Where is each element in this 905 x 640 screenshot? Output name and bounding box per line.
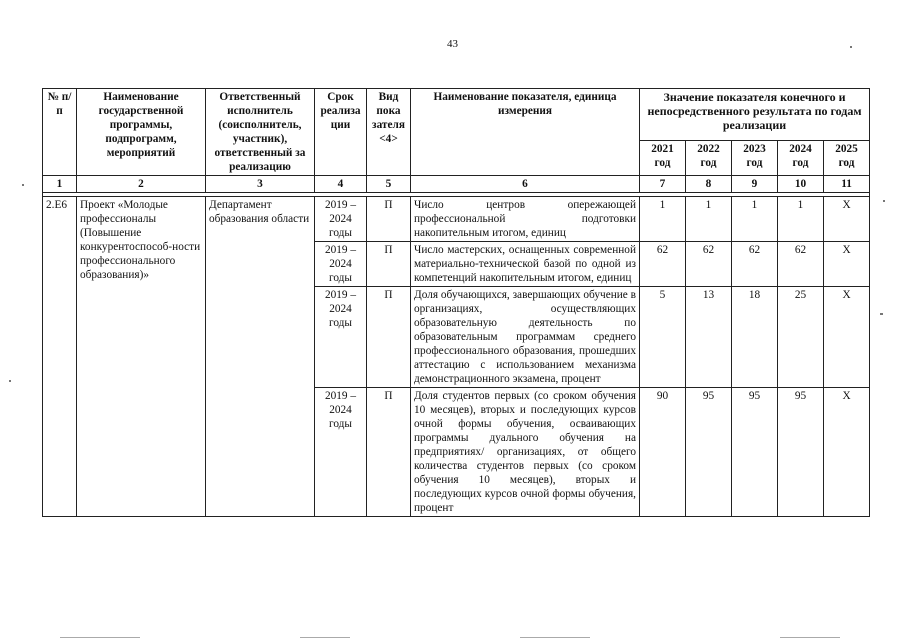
scan-speck [9,380,11,382]
header-year: 2022 год [686,140,732,176]
indicator-name: Число мастерских, оснащенных современной материально-технической базой по одной из компетенций накопительным итогом, единиц [411,242,640,287]
scan-speck [883,200,885,202]
column-number: 6 [411,176,640,193]
header-indicator: Наименование показателя, единица измерения [411,89,640,176]
scan-speck [880,313,883,315]
scan-speck [22,184,24,186]
header-year: 2021 год [640,140,686,176]
indicator-name: Доля обучающихся, завершающих обучение в организациях, осуществляющих образовательную деятельность по образовательным программам среднего профессионального образования, прошедших аттестацию с использованием механизма демонстрационного экзамена, процент [411,287,640,388]
indicator-value: 62 [778,242,824,287]
indicator-value: 62 [640,242,686,287]
indicator-name: Число центров опережающей профессиональной подготовки накопительным итогом, единиц [411,197,640,242]
indicator-value: 13 [686,287,732,388]
indicator-value: Х [824,287,870,388]
table-row [43,197,870,242]
indicator-value: Х [824,197,870,242]
header-year: 2024 год [778,140,824,176]
indicator-value: 5 [640,287,686,388]
scan-speck [850,46,852,48]
column-numbers-row [43,176,870,193]
indicator-value: 25 [778,287,824,388]
column-number: 10 [778,176,824,193]
indicator-value: 1 [778,197,824,242]
indicator-value: 1 [686,197,732,242]
indicator-term: 2019 – 2024 годы [315,388,367,517]
indicator-term: 2019 – 2024 годы [315,287,367,388]
column-number: 9 [732,176,778,193]
scan-edge-mark [300,637,350,638]
column-number: 7 [640,176,686,193]
indicator-name: Доля студентов первых (со сроком обучения 10 месяцев), вторых и последующих курсов очной формы обучения, осваивающих программы дуального обучения на предприятиях/ организациях, от общего количества студентов первых (со сроком обучения 10 месяцев), вторых и последующих курсов очной формы обучения, процент [411,388,640,517]
header-program: Наименование государственной программы, подпрограмм, мероприятий [77,89,206,176]
header-num: № п/п [43,89,77,176]
indicator-value: 95 [686,388,732,517]
indicator-value: Х [824,242,870,287]
header-values: Значение показателя конечного и непосредственного результата по годам реализации [640,89,870,141]
indicator-term: 2019 – 2024 годы [315,197,367,242]
header-type: Вид пока зателя <4> [367,89,411,176]
indicator-value: 62 [686,242,732,287]
row-program: Проект «Молодые профессионалы (Повышение конкурентоспособ-ности профессионального образования)» [77,197,206,517]
column-number: 3 [206,176,315,193]
column-number: 4 [315,176,367,193]
indicator-term: 2019 – 2024 годы [315,242,367,287]
column-number: 8 [686,176,732,193]
indicator-value: 95 [732,388,778,517]
indicator-value: 95 [778,388,824,517]
scan-edge-mark [520,637,590,638]
column-number: 5 [367,176,411,193]
column-number: 2 [77,176,206,193]
column-number: 1 [43,176,77,193]
indicator-type: П [367,388,411,517]
indicators-table [42,88,870,517]
indicator-type: П [367,287,411,388]
row-executor: Департамент образования области [206,197,315,517]
indicator-value: 18 [732,287,778,388]
indicator-type: П [367,242,411,287]
indicator-value: 1 [640,197,686,242]
indicator-value: 1 [732,197,778,242]
indicator-type: П [367,197,411,242]
scan-edge-mark [60,637,140,638]
row-num: 2.Е6 [43,197,77,517]
header-year: 2025 год [824,140,870,176]
indicator-value: Х [824,388,870,517]
indicator-value: 90 [640,388,686,517]
header-executor: Ответственный исполнитель (соисполнитель, участник), ответственный за реализацию [206,89,315,176]
column-number: 11 [824,176,870,193]
scan-edge-mark [780,637,840,638]
header-year: 2023 год [732,140,778,176]
page-number: 43 [447,38,458,50]
header-term: Срок реализа ции [315,89,367,176]
indicator-value: 62 [732,242,778,287]
